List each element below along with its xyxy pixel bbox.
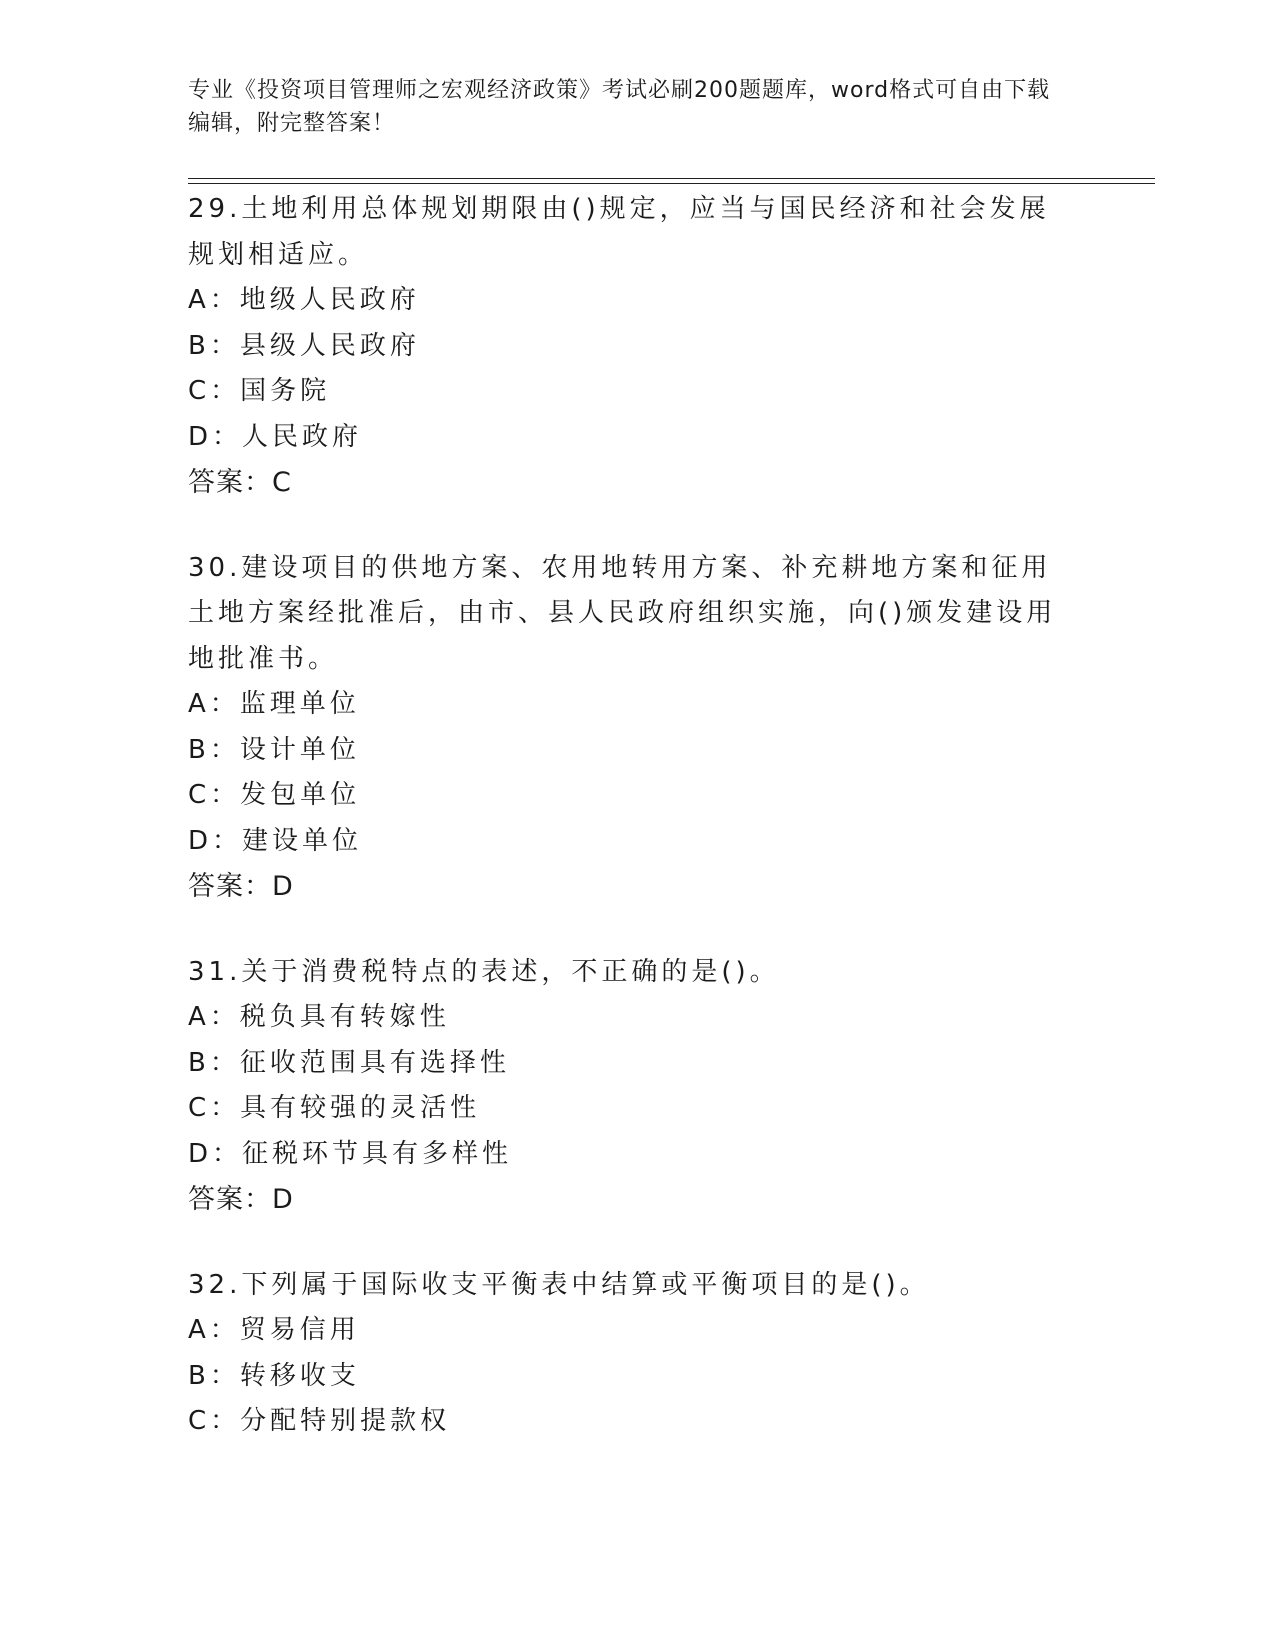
option-label: D： (188, 825, 243, 856)
option-label: B： (188, 330, 240, 361)
question-30 (188, 546, 1088, 910)
option-text: 转移收支 (239, 1360, 360, 1391)
option-d (188, 415, 1088, 461)
option-c (188, 369, 1088, 415)
question-31 (188, 950, 1088, 1223)
question-list (188, 187, 1088, 1485)
answer: 答案：D (188, 1184, 294, 1215)
question-29 (188, 187, 1088, 506)
option-c (188, 773, 1088, 819)
option-b (188, 1041, 1088, 1087)
option-b (188, 728, 1088, 774)
option-text: 征税环节具有多样性 (242, 1138, 513, 1169)
option-d (188, 1132, 1088, 1178)
option-label: D： (188, 421, 243, 452)
question-stem: 29.土地利用总体规划期限由()规定，应当与国民经济和社会发展规划相适应。 (188, 194, 1050, 270)
option-a (188, 995, 1088, 1041)
option-text: 国务院 (240, 376, 331, 406)
option-label: B： (188, 1047, 240, 1078)
header-divider-bottom (188, 183, 1155, 184)
option-text: 税负具有转嫁性 (239, 1002, 450, 1032)
option-a (188, 1308, 1088, 1354)
option-label: D： (188, 1138, 243, 1169)
option-d (188, 819, 1088, 865)
option-text: 具有较强的灵活性 (240, 1093, 481, 1123)
question-stem: 30.建设项目的供地方案、农用地转用方案、补充耕地方案和征用土地方案经批准后，由市、县人民政府组织实施，向()颁发建设用地批准书。 (188, 552, 1057, 674)
header-divider-top (188, 178, 1155, 179)
option-c (188, 1086, 1088, 1132)
option-label: A： (188, 285, 240, 315)
option-text: 征收范围具有选择性 (239, 1047, 510, 1078)
option-text: 设计单位 (239, 734, 360, 765)
option-a (188, 682, 1088, 728)
answer: 答案：D (188, 871, 294, 902)
option-a (188, 278, 1088, 324)
option-text: 贸易信用 (239, 1315, 360, 1345)
question-stem: 32.下列属于国际收支平衡表中结算或平衡项目的是()。 (188, 1269, 930, 1300)
option-label: A： (188, 1315, 240, 1345)
option-label: C： (188, 1406, 241, 1436)
option-label: C： (188, 1093, 241, 1123)
option-label: A： (188, 1002, 240, 1032)
answer: 答案：C (188, 467, 292, 498)
option-text: 县级人民政府 (239, 330, 420, 361)
option-label: C： (188, 780, 241, 810)
option-c (188, 1399, 1088, 1445)
option-text: 发包单位 (240, 780, 361, 810)
option-label: C： (188, 376, 241, 406)
option-label: B： (188, 734, 240, 765)
option-b (188, 1354, 1088, 1400)
option-b (188, 324, 1088, 370)
question-stem: 31.关于消费税特点的表述，不正确的是()。 (188, 956, 780, 987)
option-label: A： (188, 689, 240, 719)
option-text: 监理单位 (239, 689, 360, 719)
option-text: 分配特别提款权 (240, 1406, 451, 1436)
option-label: B： (188, 1360, 240, 1391)
option-text: 人民政府 (242, 421, 363, 452)
option-text: 建设单位 (242, 825, 363, 856)
question-32 (188, 1263, 1088, 1445)
option-text: 地级人民政府 (239, 285, 420, 315)
document-header: 专业《投资项目管理师之宏观经济政策》考试必刷200题题库，word格式可自由下载编辑，附完整答案！ (188, 78, 1051, 136)
